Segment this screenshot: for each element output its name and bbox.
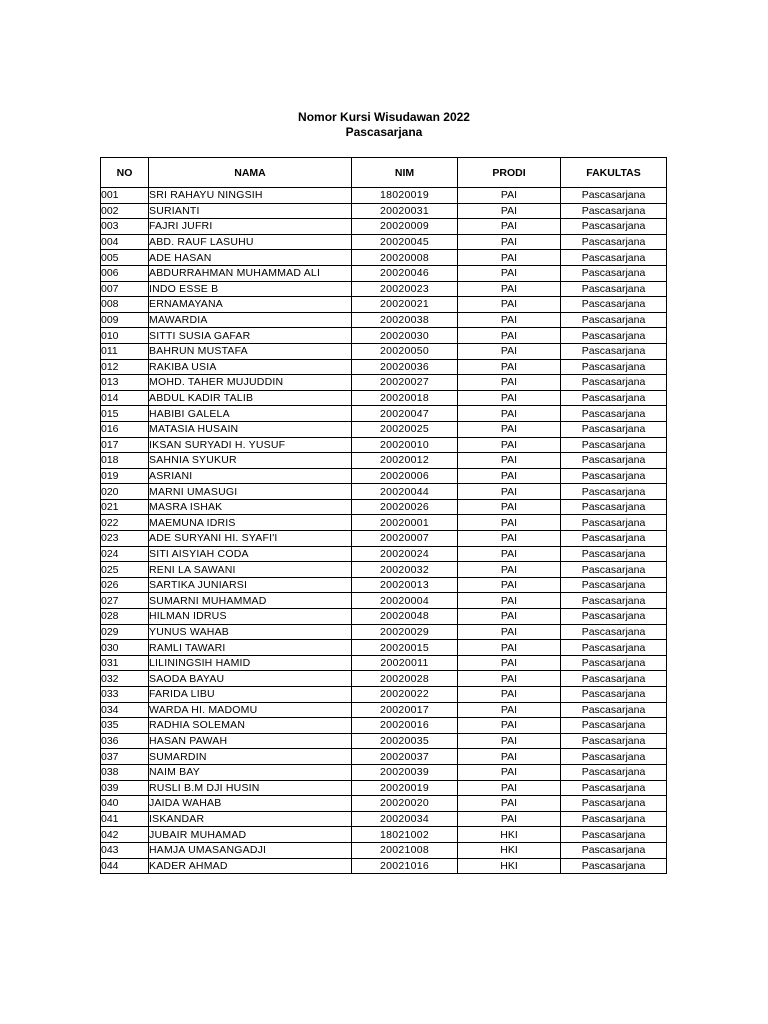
cell-no: 025	[101, 562, 149, 578]
cell-prodi: PAI	[458, 733, 561, 749]
cell-no: 031	[101, 655, 149, 671]
table-row	[101, 827, 667, 843]
cell-no: 036	[101, 733, 149, 749]
cell-fakultas: Pascasarjana	[561, 343, 667, 359]
table-row	[101, 328, 667, 344]
cell-prodi: PAI	[458, 468, 561, 484]
cell-nama: SARTIKA JUNIARSI	[149, 577, 352, 593]
cell-no: 029	[101, 624, 149, 640]
table-row	[101, 577, 667, 593]
cell-prodi: PAI	[458, 453, 561, 469]
cell-no: 024	[101, 546, 149, 562]
cell-prodi: PAI	[458, 593, 561, 609]
cell-no: 013	[101, 375, 149, 391]
cell-no: 020	[101, 484, 149, 500]
cell-no: 001	[101, 188, 149, 204]
cell-no: 023	[101, 531, 149, 547]
cell-nim: 20020007	[352, 531, 458, 547]
cell-nama: SUMARNI MUHAMMAD	[149, 593, 352, 609]
table-row	[101, 499, 667, 515]
cell-no: 042	[101, 827, 149, 843]
cell-prodi: PAI	[458, 811, 561, 827]
cell-prodi: PAI	[458, 359, 561, 375]
cell-prodi: PAI	[458, 312, 561, 328]
table-row	[101, 468, 667, 484]
cell-fakultas: Pascasarjana	[561, 655, 667, 671]
cell-no: 010	[101, 328, 149, 344]
cell-prodi: PAI	[458, 718, 561, 734]
cell-prodi: PAI	[458, 421, 561, 437]
cell-nim: 20020010	[352, 437, 458, 453]
cell-prodi: PAI	[458, 671, 561, 687]
cell-no: 034	[101, 702, 149, 718]
cell-fakultas: Pascasarjana	[561, 842, 667, 858]
cell-fakultas: Pascasarjana	[561, 219, 667, 235]
cell-no: 006	[101, 265, 149, 281]
cell-fakultas: Pascasarjana	[561, 687, 667, 703]
table-row	[101, 297, 667, 313]
cell-nama: RADHIA SOLEMAN	[149, 718, 352, 734]
table-row	[101, 203, 667, 219]
table-row	[101, 453, 667, 469]
cell-fakultas: Pascasarjana	[561, 811, 667, 827]
cell-fakultas: Pascasarjana	[561, 437, 667, 453]
cell-nama: ERNAMAYANA	[149, 297, 352, 313]
table-row	[101, 687, 667, 703]
table-row	[101, 842, 667, 858]
cell-nama: RAKIBA USIA	[149, 359, 352, 375]
cell-prodi: PAI	[458, 188, 561, 204]
header-nim: NIM	[352, 158, 458, 188]
cell-prodi: PAI	[458, 234, 561, 250]
table-row	[101, 718, 667, 734]
cell-no: 007	[101, 281, 149, 297]
cell-fakultas: Pascasarjana	[561, 531, 667, 547]
cell-no: 015	[101, 406, 149, 422]
cell-prodi: PAI	[458, 546, 561, 562]
table-row	[101, 702, 667, 718]
cell-nama: SUMARDIN	[149, 749, 352, 765]
table-row	[101, 375, 667, 391]
table-row	[101, 437, 667, 453]
cell-no: 033	[101, 687, 149, 703]
cell-prodi: PAI	[458, 265, 561, 281]
table-row	[101, 811, 667, 827]
cell-no: 016	[101, 421, 149, 437]
table-row	[101, 624, 667, 640]
cell-nama: ABDUL KADIR TALIB	[149, 390, 352, 406]
cell-fakultas: Pascasarjana	[561, 359, 667, 375]
cell-fakultas: Pascasarjana	[561, 515, 667, 531]
cell-fakultas: Pascasarjana	[561, 250, 667, 266]
cell-prodi: HKI	[458, 858, 561, 874]
cell-nama: HAMJA UMASANGADJI	[149, 842, 352, 858]
cell-prodi: PAI	[458, 499, 561, 515]
cell-nama: ADE HASAN	[149, 250, 352, 266]
cell-no: 030	[101, 640, 149, 656]
cell-nim: 20020020	[352, 796, 458, 812]
cell-prodi: PAI	[458, 328, 561, 344]
cell-fakultas: Pascasarjana	[561, 328, 667, 344]
cell-nim: 20020018	[352, 390, 458, 406]
cell-nim: 20020048	[352, 609, 458, 625]
table-row	[101, 640, 667, 656]
cell-prodi: PAI	[458, 562, 561, 578]
cell-prodi: PAI	[458, 796, 561, 812]
graduate-seat-table	[100, 157, 667, 874]
cell-fakultas: Pascasarjana	[561, 733, 667, 749]
table-row	[101, 484, 667, 500]
table-row	[101, 265, 667, 281]
cell-prodi: HKI	[458, 827, 561, 843]
cell-no: 032	[101, 671, 149, 687]
cell-prodi: PAI	[458, 687, 561, 703]
cell-no: 019	[101, 468, 149, 484]
cell-nama: ASRIANI	[149, 468, 352, 484]
cell-nim: 20020024	[352, 546, 458, 562]
cell-nama: IKSAN SURYADI H. YUSUF	[149, 437, 352, 453]
table-row	[101, 749, 667, 765]
cell-nim: 20020025	[352, 421, 458, 437]
cell-fakultas: Pascasarjana	[561, 749, 667, 765]
cell-nama: SRI RAHAYU NINGSIH	[149, 188, 352, 204]
table-row	[101, 764, 667, 780]
cell-fakultas: Pascasarjana	[561, 702, 667, 718]
cell-nim: 20020047	[352, 406, 458, 422]
cell-nama: LILININGSIH HAMID	[149, 655, 352, 671]
cell-prodi: PAI	[458, 702, 561, 718]
table-row	[101, 234, 667, 250]
cell-nim: 20020035	[352, 733, 458, 749]
cell-no: 021	[101, 499, 149, 515]
cell-prodi: PAI	[458, 609, 561, 625]
cell-no: 008	[101, 297, 149, 313]
cell-fakultas: Pascasarjana	[561, 796, 667, 812]
cell-nim: 20020011	[352, 655, 458, 671]
cell-prodi: PAI	[458, 515, 561, 531]
table-row	[101, 858, 667, 874]
cell-prodi: PAI	[458, 375, 561, 391]
cell-nim: 20020004	[352, 593, 458, 609]
cell-no: 028	[101, 609, 149, 625]
cell-nama: JUBAIR MUHAMAD	[149, 827, 352, 843]
cell-nama: MAWARDIA	[149, 312, 352, 328]
cell-prodi: PAI	[458, 655, 561, 671]
cell-nim: 20020036	[352, 359, 458, 375]
cell-nim: 20020006	[352, 468, 458, 484]
cell-nim: 18021002	[352, 827, 458, 843]
cell-nim: 20020022	[352, 687, 458, 703]
table-row	[101, 593, 667, 609]
header-prodi: PRODI	[458, 158, 561, 188]
cell-fakultas: Pascasarjana	[561, 468, 667, 484]
cell-fakultas: Pascasarjana	[561, 577, 667, 593]
cell-nim: 20020015	[352, 640, 458, 656]
cell-nama: ISKANDAR	[149, 811, 352, 827]
table-row	[101, 780, 667, 796]
cell-nim: 20020017	[352, 702, 458, 718]
cell-nim: 20021008	[352, 842, 458, 858]
table-row	[101, 655, 667, 671]
cell-no: 003	[101, 219, 149, 235]
cell-fakultas: Pascasarjana	[561, 780, 667, 796]
cell-nim: 20020030	[352, 328, 458, 344]
cell-fakultas: Pascasarjana	[561, 858, 667, 874]
cell-nim: 20020039	[352, 764, 458, 780]
cell-fakultas: Pascasarjana	[561, 421, 667, 437]
cell-nama: FAJRI JUFRI	[149, 219, 352, 235]
cell-nama: RENI LA SAWANI	[149, 562, 352, 578]
table-row	[101, 531, 667, 547]
cell-nim: 20020026	[352, 499, 458, 515]
cell-nama: ABD. RAUF LASUHU	[149, 234, 352, 250]
cell-no: 004	[101, 234, 149, 250]
cell-prodi: PAI	[458, 484, 561, 500]
cell-no: 044	[101, 858, 149, 874]
cell-nama: MARNI UMASUGI	[149, 484, 352, 500]
table-row	[101, 188, 667, 204]
cell-no: 018	[101, 453, 149, 469]
table-row	[101, 359, 667, 375]
cell-no: 014	[101, 390, 149, 406]
cell-fakultas: Pascasarjana	[561, 188, 667, 204]
cell-nama: SAHNIA SYUKUR	[149, 453, 352, 469]
table-row	[101, 562, 667, 578]
cell-nama: INDO ESSE B	[149, 281, 352, 297]
document-subtitle: Pascasarjana	[345, 125, 423, 139]
cell-nama: MOHD. TAHER MUJUDDIN	[149, 375, 352, 391]
table-row	[101, 609, 667, 625]
cell-nama: RAMLI TAWARI	[149, 640, 352, 656]
cell-fakultas: Pascasarjana	[561, 390, 667, 406]
table-row	[101, 733, 667, 749]
cell-fakultas: Pascasarjana	[561, 827, 667, 843]
cell-no: 026	[101, 577, 149, 593]
table-row	[101, 421, 667, 437]
cell-prodi: PAI	[458, 406, 561, 422]
table-row	[101, 796, 667, 812]
cell-prodi: PAI	[458, 640, 561, 656]
cell-fakultas: Pascasarjana	[561, 718, 667, 734]
cell-nama: ABDURRAHMAN MUHAMMAD ALI	[149, 265, 352, 281]
cell-prodi: PAI	[458, 390, 561, 406]
table-row	[101, 406, 667, 422]
cell-nim: 20020029	[352, 624, 458, 640]
cell-no: 035	[101, 718, 149, 734]
cell-nim: 20020050	[352, 343, 458, 359]
cell-no: 040	[101, 796, 149, 812]
cell-prodi: PAI	[458, 749, 561, 765]
cell-nim: 20020012	[352, 453, 458, 469]
cell-nama: HASAN PAWAH	[149, 733, 352, 749]
cell-prodi: PAI	[458, 343, 561, 359]
cell-no: 038	[101, 764, 149, 780]
cell-nim: 20021016	[352, 858, 458, 874]
cell-nim: 20020044	[352, 484, 458, 500]
cell-nim: 20020032	[352, 562, 458, 578]
cell-nama: NAIM BAY	[149, 764, 352, 780]
cell-fakultas: Pascasarjana	[561, 640, 667, 656]
cell-prodi: PAI	[458, 203, 561, 219]
cell-fakultas: Pascasarjana	[561, 453, 667, 469]
cell-fakultas: Pascasarjana	[561, 265, 667, 281]
header-fakultas: FAKULTAS	[561, 158, 667, 188]
cell-fakultas: Pascasarjana	[561, 624, 667, 640]
cell-fakultas: Pascasarjana	[561, 764, 667, 780]
cell-prodi: PAI	[458, 764, 561, 780]
cell-fakultas: Pascasarjana	[561, 281, 667, 297]
cell-nama: BAHRUN MUSTAFA	[149, 343, 352, 359]
cell-nama: JAIDA WAHAB	[149, 796, 352, 812]
cell-nim: 20020009	[352, 219, 458, 235]
cell-fakultas: Pascasarjana	[561, 203, 667, 219]
cell-no: 009	[101, 312, 149, 328]
cell-no: 012	[101, 359, 149, 375]
cell-fakultas: Pascasarjana	[561, 234, 667, 250]
cell-fakultas: Pascasarjana	[561, 609, 667, 625]
cell-fakultas: Pascasarjana	[561, 312, 667, 328]
cell-prodi: PAI	[458, 577, 561, 593]
cell-nama: FARIDA LIBU	[149, 687, 352, 703]
cell-nama: KADER AHMAD	[149, 858, 352, 874]
cell-nim: 20020034	[352, 811, 458, 827]
cell-nama: HABIBI GALELA	[149, 406, 352, 422]
cell-nama: ADE SURYANI HI. SYAFI'I	[149, 531, 352, 547]
cell-nim: 20020001	[352, 515, 458, 531]
cell-no: 037	[101, 749, 149, 765]
cell-prodi: PAI	[458, 281, 561, 297]
cell-no: 022	[101, 515, 149, 531]
cell-fakultas: Pascasarjana	[561, 562, 667, 578]
cell-no: 005	[101, 250, 149, 266]
cell-prodi: PAI	[458, 780, 561, 796]
cell-nim: 20020019	[352, 780, 458, 796]
cell-nim: 20020016	[352, 718, 458, 734]
cell-fakultas: Pascasarjana	[561, 484, 667, 500]
cell-no: 002	[101, 203, 149, 219]
table-row	[101, 390, 667, 406]
cell-nama: MATASIA HUSAIN	[149, 421, 352, 437]
table-row	[101, 546, 667, 562]
cell-fakultas: Pascasarjana	[561, 499, 667, 515]
document-title: Nomor Kursi Wisudawan 2022	[298, 110, 470, 124]
cell-no: 011	[101, 343, 149, 359]
cell-nim: 20020028	[352, 671, 458, 687]
cell-no: 043	[101, 842, 149, 858]
cell-prodi: PAI	[458, 531, 561, 547]
cell-nim: 20020046	[352, 265, 458, 281]
table-row	[101, 281, 667, 297]
cell-prodi: HKI	[458, 842, 561, 858]
cell-nim: 20020023	[352, 281, 458, 297]
cell-nim: 20020027	[352, 375, 458, 391]
cell-nama: HILMAN IDRUS	[149, 609, 352, 625]
table-row	[101, 515, 667, 531]
cell-fakultas: Pascasarjana	[561, 406, 667, 422]
cell-nama: MAEMUNA IDRIS	[149, 515, 352, 531]
cell-nama: MASRA ISHAK	[149, 499, 352, 515]
cell-no: 017	[101, 437, 149, 453]
cell-nim: 20020031	[352, 203, 458, 219]
cell-nama: WARDA HI. MADOMU	[149, 702, 352, 718]
cell-prodi: PAI	[458, 219, 561, 235]
cell-nama: SITTI SUSIA GAFAR	[149, 328, 352, 344]
cell-nim: 20020008	[352, 250, 458, 266]
cell-no: 027	[101, 593, 149, 609]
cell-prodi: PAI	[458, 250, 561, 266]
cell-nim: 20020013	[352, 577, 458, 593]
cell-nim: 20020037	[352, 749, 458, 765]
cell-no: 041	[101, 811, 149, 827]
cell-nama: SITI AISYIAH CODA	[149, 546, 352, 562]
table-header-row	[101, 158, 667, 188]
cell-prodi: PAI	[458, 437, 561, 453]
cell-fakultas: Pascasarjana	[561, 375, 667, 391]
table-body	[101, 188, 667, 874]
table-row	[101, 219, 667, 235]
cell-prodi: PAI	[458, 297, 561, 313]
cell-nim: 18020019	[352, 188, 458, 204]
header-nama: NAMA	[149, 158, 352, 188]
cell-no: 039	[101, 780, 149, 796]
cell-nim: 20020045	[352, 234, 458, 250]
cell-nama: YUNUS WAHAB	[149, 624, 352, 640]
cell-nim: 20020038	[352, 312, 458, 328]
cell-fakultas: Pascasarjana	[561, 671, 667, 687]
header-no: NO	[101, 158, 149, 188]
cell-nim: 20020021	[352, 297, 458, 313]
table-row	[101, 343, 667, 359]
cell-nama: SAODA BAYAU	[149, 671, 352, 687]
cell-fakultas: Pascasarjana	[561, 593, 667, 609]
table-row	[101, 312, 667, 328]
cell-fakultas: Pascasarjana	[561, 297, 667, 313]
table-row	[101, 671, 667, 687]
cell-nama: SURIANTI	[149, 203, 352, 219]
cell-nama: RUSLI B.M DJI HUSIN	[149, 780, 352, 796]
cell-prodi: PAI	[458, 624, 561, 640]
cell-fakultas: Pascasarjana	[561, 546, 667, 562]
table-row	[101, 250, 667, 266]
